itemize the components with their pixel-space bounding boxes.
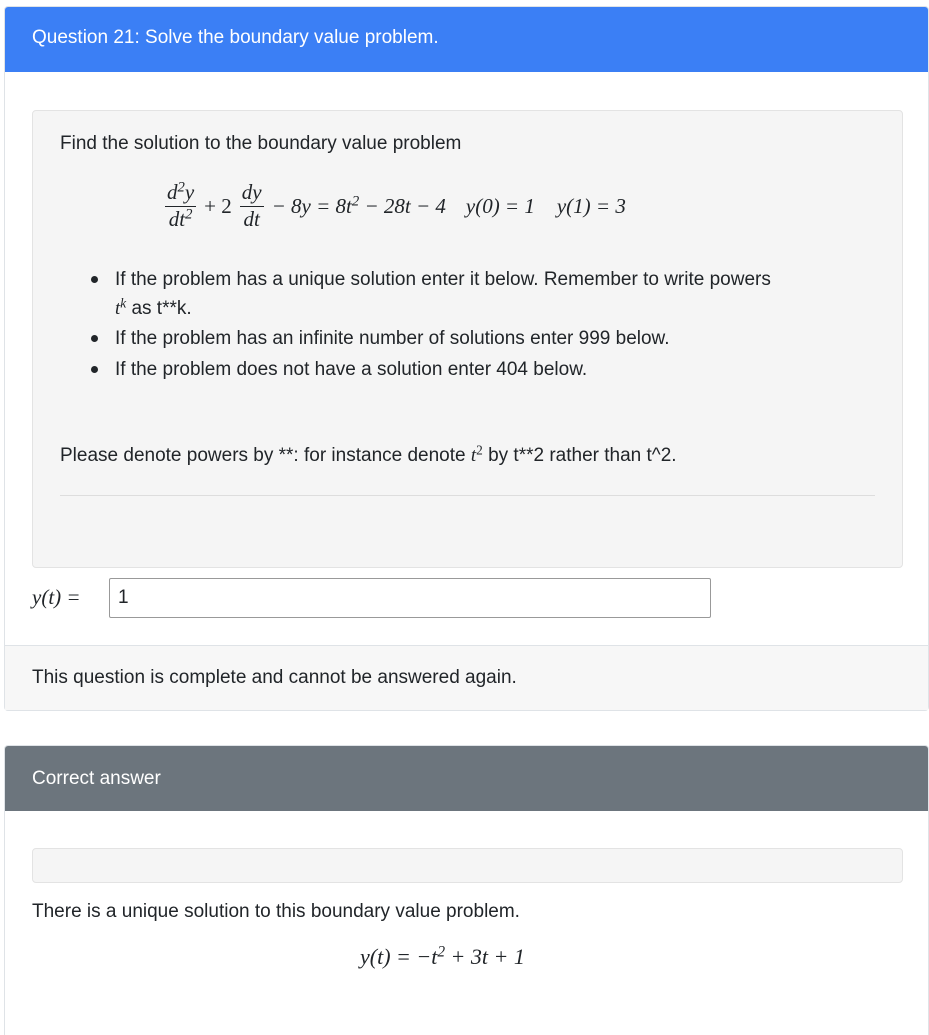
solution-equation: $y(t) = -t^2 + 3t + 1$ (360, 943, 525, 969)
question-header (5, 7, 928, 72)
equation-rhs: − $8y = 8t^2 - 28t - 4$ (271, 193, 446, 218)
correct-answer-title: Correct answer (32, 767, 161, 789)
solution-text: There is a unique solution to this boundary value problem. (32, 901, 520, 922)
plus-two-term: + 2 (204, 193, 232, 218)
correct-answer-card (4, 745, 929, 1035)
problem-intro: Find the solution to the boundary value problem (60, 133, 462, 154)
divider (60, 495, 875, 496)
first-derivative-fraction: $\frac{dy}{dt}$ (241, 180, 262, 231)
list-item: If the problem does not have a solution enter 404 below. (88, 354, 771, 385)
question-card (4, 6, 929, 711)
list-item: If the problem has a unique solution enter it below. Remember to write powers $t^k$ as t**k. (88, 264, 771, 323)
answer-panel (32, 848, 903, 883)
question-status-footer (5, 645, 928, 710)
boundary-condition-1: y(0) = 1 (465, 193, 535, 218)
list-item: If the problem has an infinite number of solutions enter 999 below. (88, 323, 771, 354)
problem-statement-panel (32, 110, 903, 568)
completion-message: This question is complete and cannot be answered again. (32, 667, 517, 688)
question-title: Question 21: Solve the boundary value problem. (32, 26, 439, 48)
correct-answer-header (5, 746, 928, 811)
powers-note: Please denote powers by **: for instance denote $t^2$ by t**2 rather than t^2. (60, 442, 677, 466)
answer-input[interactable] (109, 578, 711, 618)
instruction-list (88, 264, 771, 385)
boundary-condition-2: y(1) = 3 (556, 193, 626, 218)
bvp-equation (163, 175, 626, 237)
second-derivative-fraction: $\frac{d^2y}{dt^2}$ (167, 180, 195, 231)
answer-label: y(t) = (32, 585, 81, 609)
